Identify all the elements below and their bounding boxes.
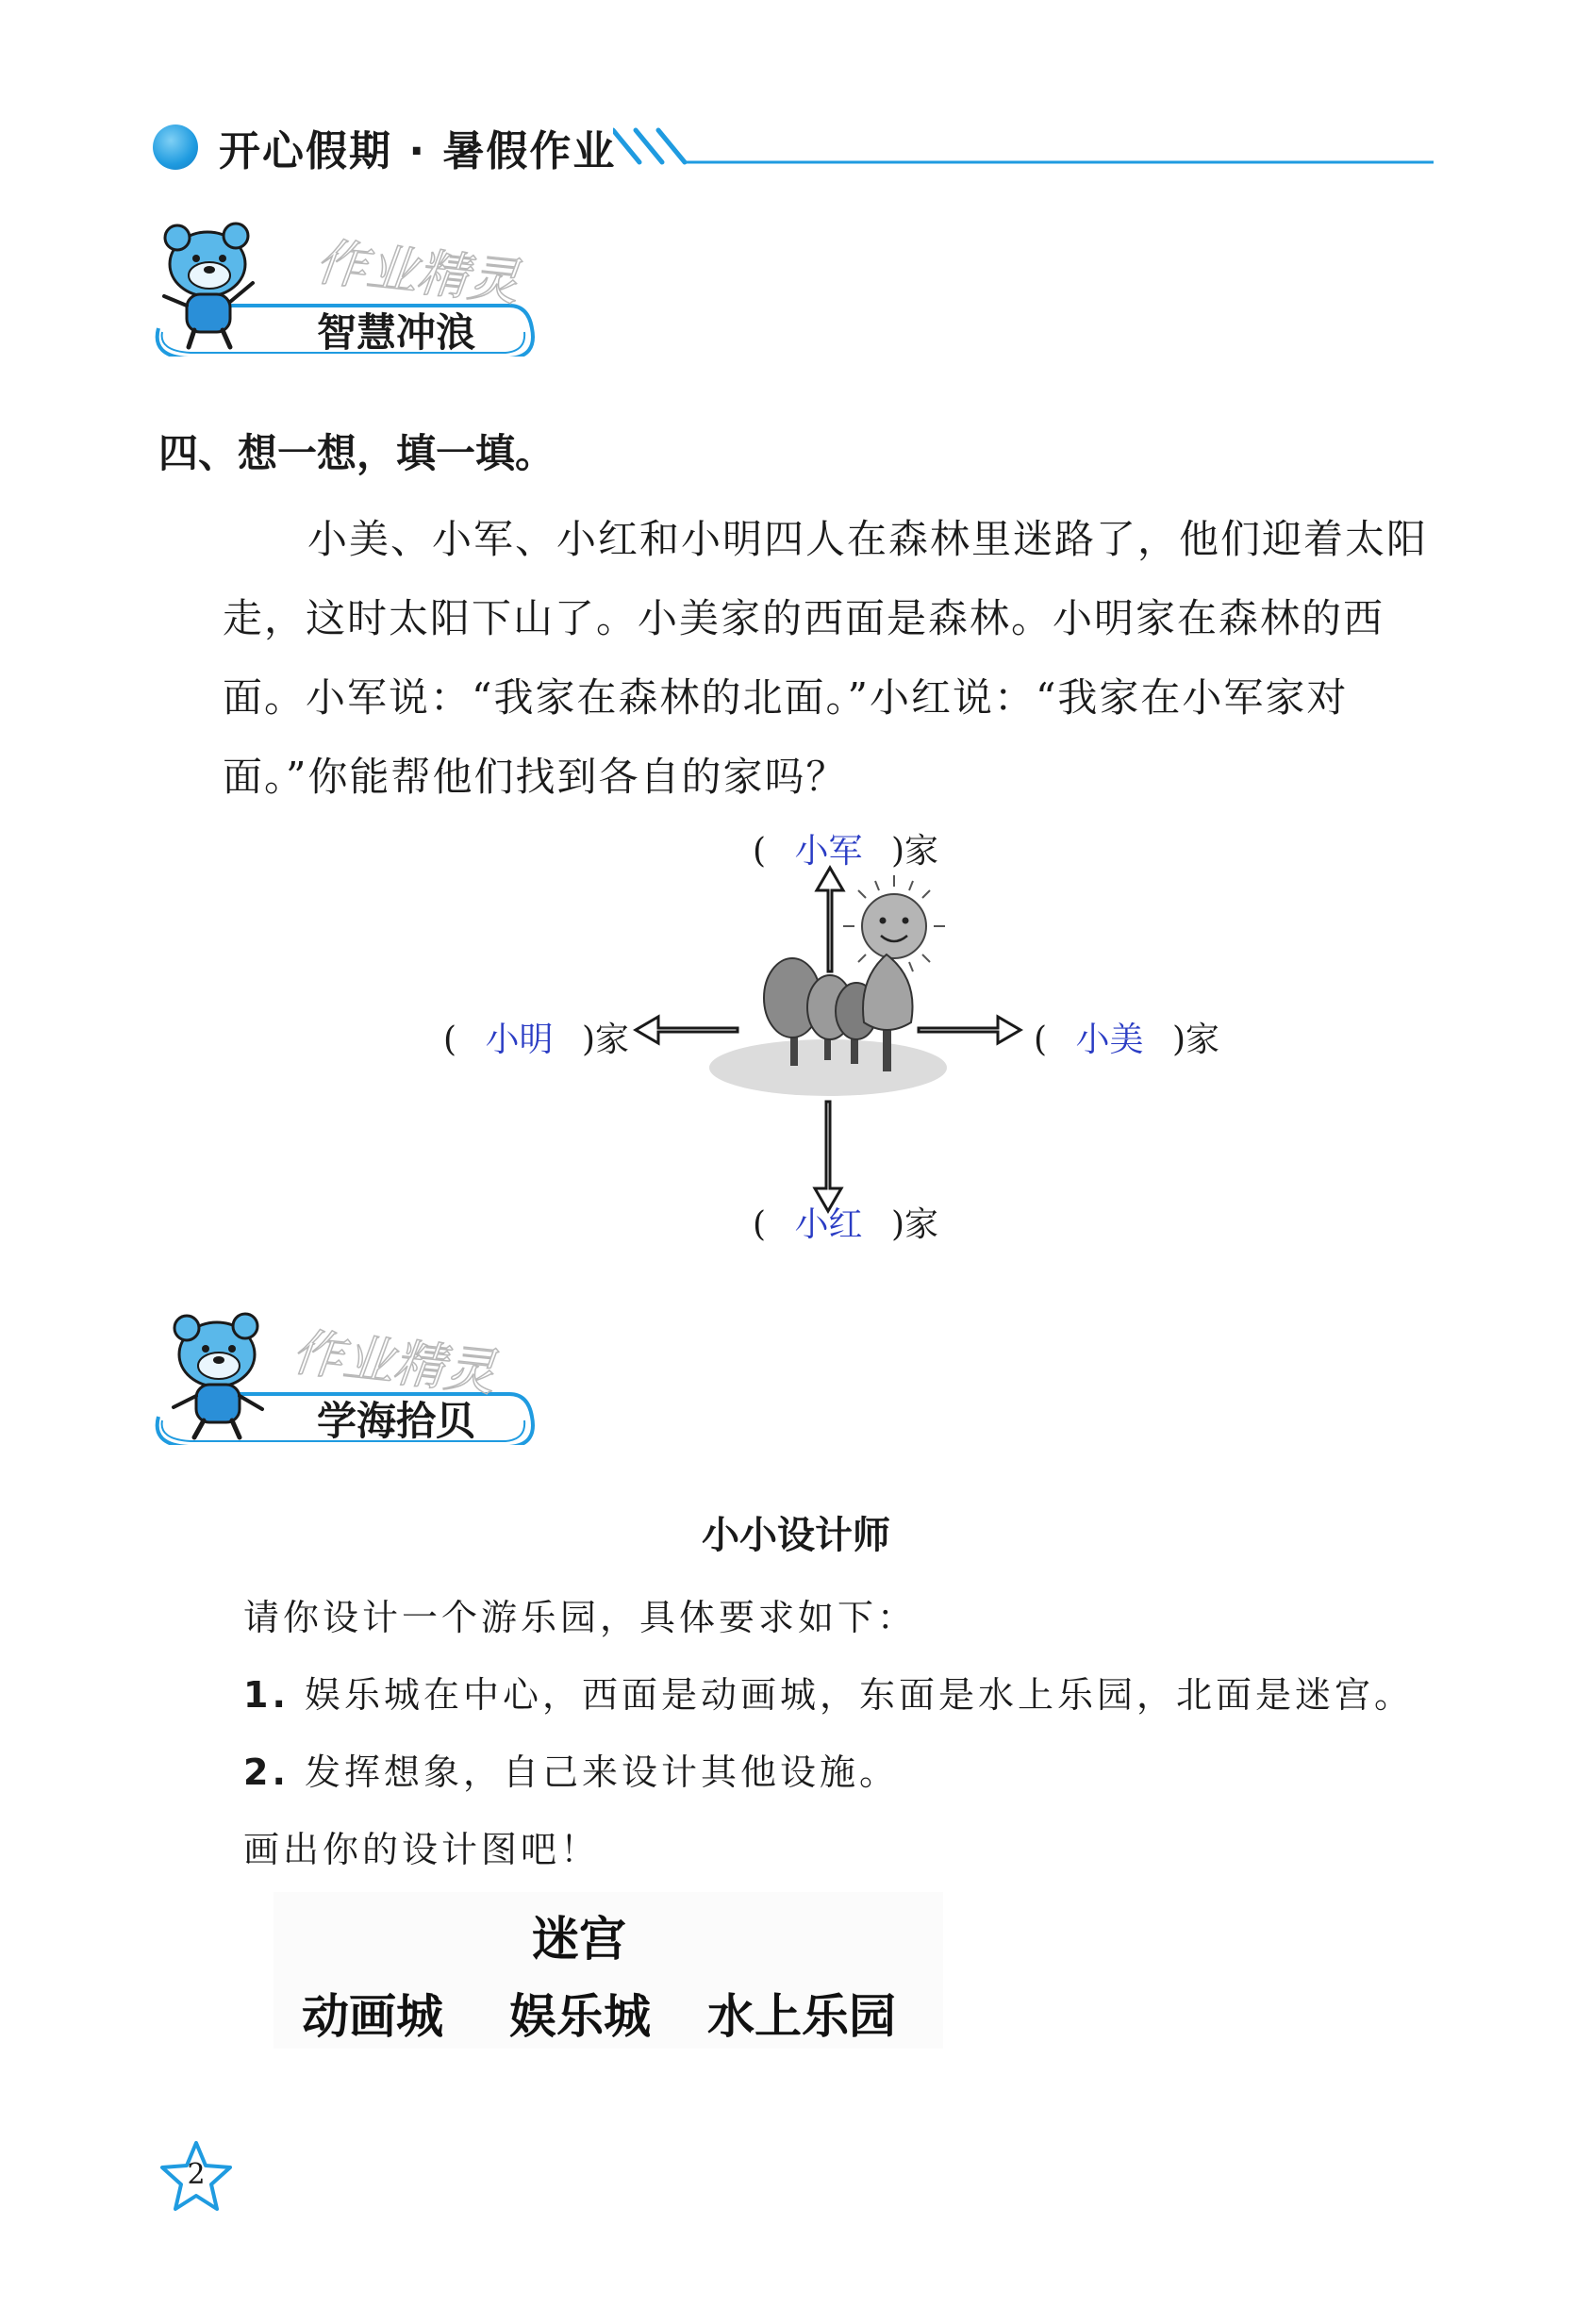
question-body (223, 500, 1439, 817)
home-suffix: 家 (904, 832, 939, 871)
question-line: 走，这时太阳下山了。小美家的西面是森林。小明家在森林的西 (223, 595, 1385, 641)
header-bullet-icon (153, 124, 198, 170)
east-label (1034, 1013, 1219, 1061)
question-title: 四、想一想，填一填。 (158, 430, 556, 476)
design-prompt: 画出你的设计图吧！ (243, 1829, 601, 1870)
design-requirement-2 (243, 1743, 899, 1795)
paren-open: ( (1034, 1021, 1048, 1059)
east-arrow-icon (919, 1017, 1020, 1043)
answer-center-entertainment: 娱乐城 (509, 1989, 651, 2044)
section-label: 智慧冲浪 (317, 309, 476, 356)
requirement-text: 发挥想象，自己来设计其他设施。 (304, 1751, 899, 1793)
answer-east-water-park: 水上乐园 (707, 1989, 896, 2044)
answer-north[interactable]: 小军 (794, 832, 863, 871)
paren-close: ) (890, 1205, 904, 1244)
paren-close: ) (1171, 1021, 1186, 1059)
section-label: 学海拾贝 (317, 1398, 476, 1444)
paren-open: ( (753, 1205, 767, 1244)
answer-south[interactable]: 小红 (794, 1205, 863, 1244)
west-arrow-icon (636, 1017, 738, 1043)
question-line: 小美、小军、小红和小明四人在森林里迷路了，他们迎着太阳 (307, 516, 1429, 562)
header-rule (613, 113, 1443, 170)
design-requirement-1 (243, 1666, 1414, 1718)
answer-west-animation: 动画城 (302, 1989, 443, 2044)
page-number: 2 (187, 2158, 206, 2191)
south-label (753, 1198, 938, 1246)
paren-close: ) (581, 1021, 595, 1059)
home-suffix: 家 (595, 1021, 630, 1059)
answer-north-maze: 迷宫 (532, 1912, 626, 1967)
south-arrow-icon (815, 1102, 841, 1211)
design-intro: 请你设计一个游乐园，具体要求如下： (243, 1597, 918, 1638)
requirement-number: 2. (243, 1751, 290, 1793)
requirement-text: 娱乐城在中心，西面是动画城，东面是水上乐园，北面是迷宫。 (304, 1674, 1414, 1716)
west-label (443, 1013, 629, 1061)
watermark-text: 作业精灵 (312, 231, 522, 313)
section-banner-learning (151, 1303, 547, 1445)
answer-east[interactable]: 小美 (1075, 1021, 1144, 1059)
answer-west[interactable]: 小明 (485, 1021, 554, 1059)
home-suffix: 家 (1186, 1021, 1220, 1059)
paren-open: ( (443, 1021, 457, 1059)
home-suffix: 家 (904, 1205, 939, 1244)
north-arrow-icon (817, 868, 843, 971)
direction-diagram (604, 849, 1037, 1226)
answer-area[interactable] (274, 1892, 943, 2049)
question-line: 面。”你能帮他们找到各自的家吗？ (223, 754, 848, 800)
question-line: 面。小军说：“我家在森林的北面。”小红说：“我家在小军家对 (223, 674, 1349, 721)
paren-open: ( (753, 832, 767, 871)
design-title: 小小设计师 (702, 1514, 890, 1557)
north-label (753, 824, 938, 872)
watermark-text: 作业精灵 (289, 1321, 499, 1403)
section-banner-wisdom (151, 215, 547, 357)
paren-close: ) (890, 832, 904, 871)
forest-icon (709, 954, 947, 1096)
requirement-number: 1. (243, 1674, 290, 1716)
header-title: 开心假期 · 暑假作业 (219, 127, 617, 175)
